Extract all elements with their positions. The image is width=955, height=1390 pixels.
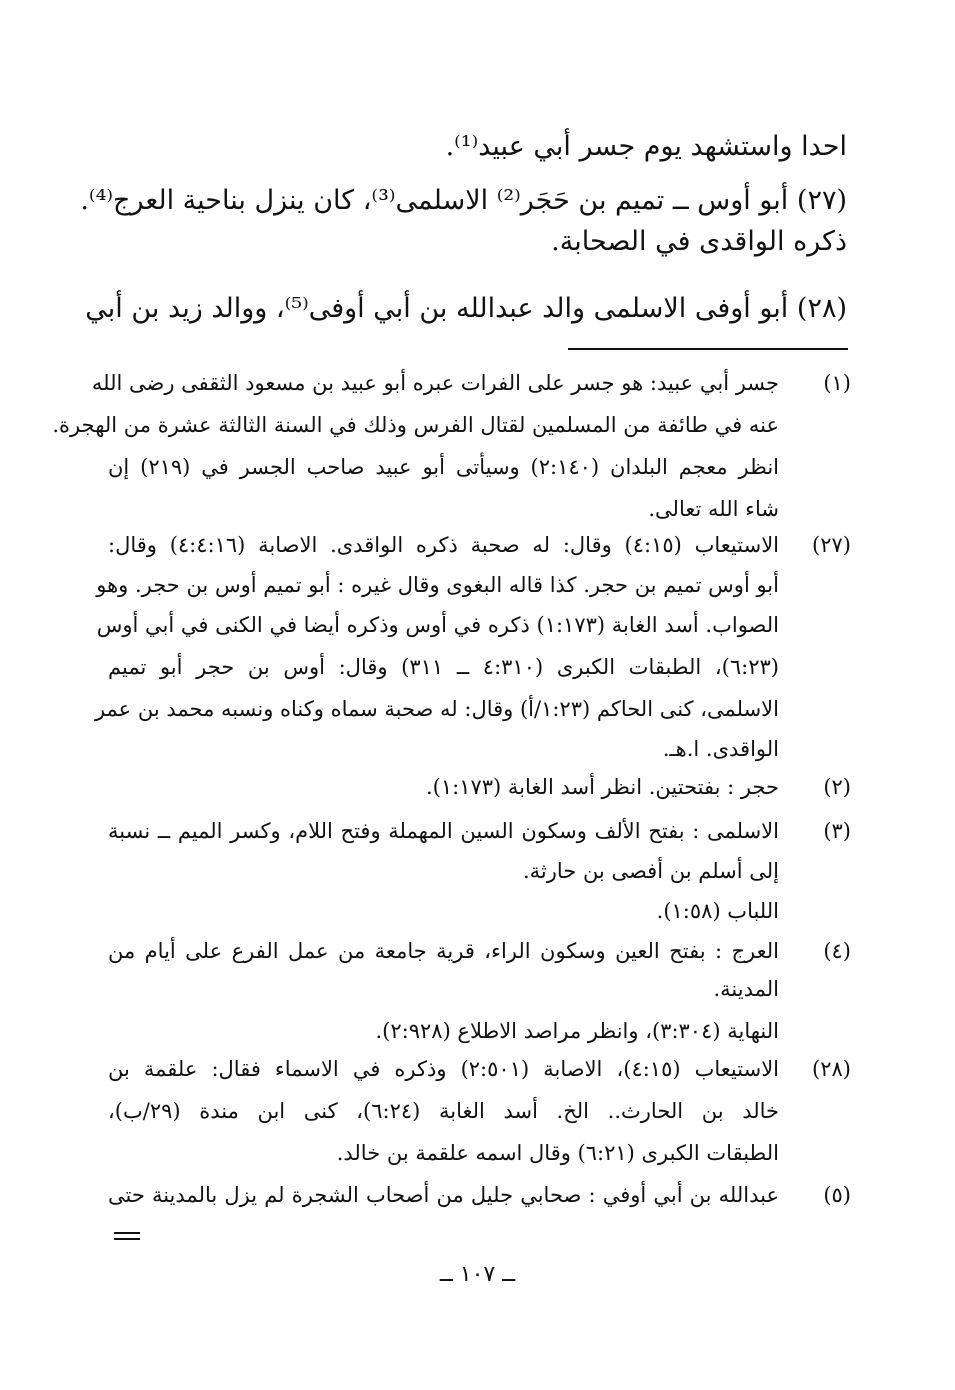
footnote-line: خالد بن الحارث.. الخ. أسد الغابة (٦:٢٤)، كنى ابن مندة (٢٩/ب)، [108,1099,780,1123]
footnote-line: عبدالله بن أبي أوفي : صحابي جليل من أصحاب الشجرة لم يزل بالمدينة حتى [108,1183,779,1207]
footnote-line: الاستيعاب (٤:١٥) وقال: له صحبة ذكره الواقدى. الاصابة (٤:٤:١٦) وقال: [108,533,780,557]
footnote-line: الاسلمى : بفتح الألف وسكون السين المهملة وفتح اللام، وكسر الميم ــ نسبة [108,819,779,843]
footnote-separator [568,348,848,350]
footnote-number: (٤) [823,939,851,963]
footnote-line: أبو أوس تميم بن حجر. كذا قاله البغوى وقال غيره : أبو تميم أوس بن حجر. وهو [96,573,779,597]
footnote-line: الاسلمى، كنى الحاكم (١:٢٣/أ) وقال: له صحبة سماه وكناه ونسبه محمد بن عمر [94,697,779,721]
footnote-line: جسر أبي عبيد: هو جسر على الفرات عبره أبو عبيد بن مسعود الثقفى رضى الله [91,371,779,395]
footnote-line: اللباب (١:٥٨). [656,899,779,923]
footnote-line: المدينة. [713,977,779,1001]
footnote-line: (٦:٢٣)، الطبقات الكبرى (٤:٣١٠ ــ ٣١١) وقال: أوس بن حجر أبو تميم [108,655,779,679]
footnote-number: (٢) [823,775,851,799]
main-text-line: ذكره الواقدى في الصحابة. [551,226,847,257]
footnote-line: الصواب. أسد الغابة (١:١٧٣) ذكره في أوس وذكره أيضا في الكنى في أبي أوس [96,613,779,637]
footnote-number: (٣) [823,819,851,843]
main-text-line: (٢٨) أبو أوفى الاسلمى والد عبدالله بن أبي أوفى⁽⁵⁾، ووالد زيد بن أبي [85,293,847,324]
footnote-number: (١) [823,371,851,395]
footnote-number: (٥) [823,1183,851,1207]
footnote-line: شاء الله تعالى. [648,497,779,521]
footnote-line: عنه في طائفة من المسلمين لقتال الفرس وذلك في السنة الثالثة عشرة من الهجرة. [52,413,779,437]
page-number: ــ ١٠٧ ــ [439,1262,516,1287]
footnote-line: الواقدى. ا.هـ. [662,737,779,761]
footnote-number: (٢٨) [812,1057,851,1081]
footnote-line: انظر معجم البلدان (٢:١٤٠) وسيأتى أبو عبيد صاحب الجسر في (٢١٩) إن [108,455,779,479]
footnote-line: إلى أسلم بن أفصى بن حارثة. [522,859,779,883]
main-text-line: احدا واستشهد يوم جسر أبي عبيد⁽¹⁾. [445,131,847,162]
footnote-line: الطبقات الكبرى (٦:٢١) وقال اسمه علقمة بن خالد. [336,1141,779,1165]
main-text-line: (٢٧) أبو أوس ــ تميم بن حَجَر⁽²⁾ الاسلمى⁽³⁾، كان ينزل بناحية العرج⁽⁴⁾. [80,185,847,216]
footnote-number: (٢٧) [812,533,851,557]
footnote-line: العرج : بفتح العين وسكون الراء، قرية جامعة من عمل الفرع على أيام من [108,939,779,963]
footnote-line: النهاية (٣:٣٠٤)، وانظر مراصد الاطلاع (٢:٩٢٨). [375,1019,779,1043]
footnote-line: الاستيعاب (٤:١٥)، الاصابة (٢:٥٠١) وذكره في الاسماء فقال: علقمة بن [108,1057,779,1081]
footnote-line: حجر : بفتحتين. انظر أسد الغابة (١:١٧٣). [425,775,779,799]
continuation-mark [114,1232,140,1240]
